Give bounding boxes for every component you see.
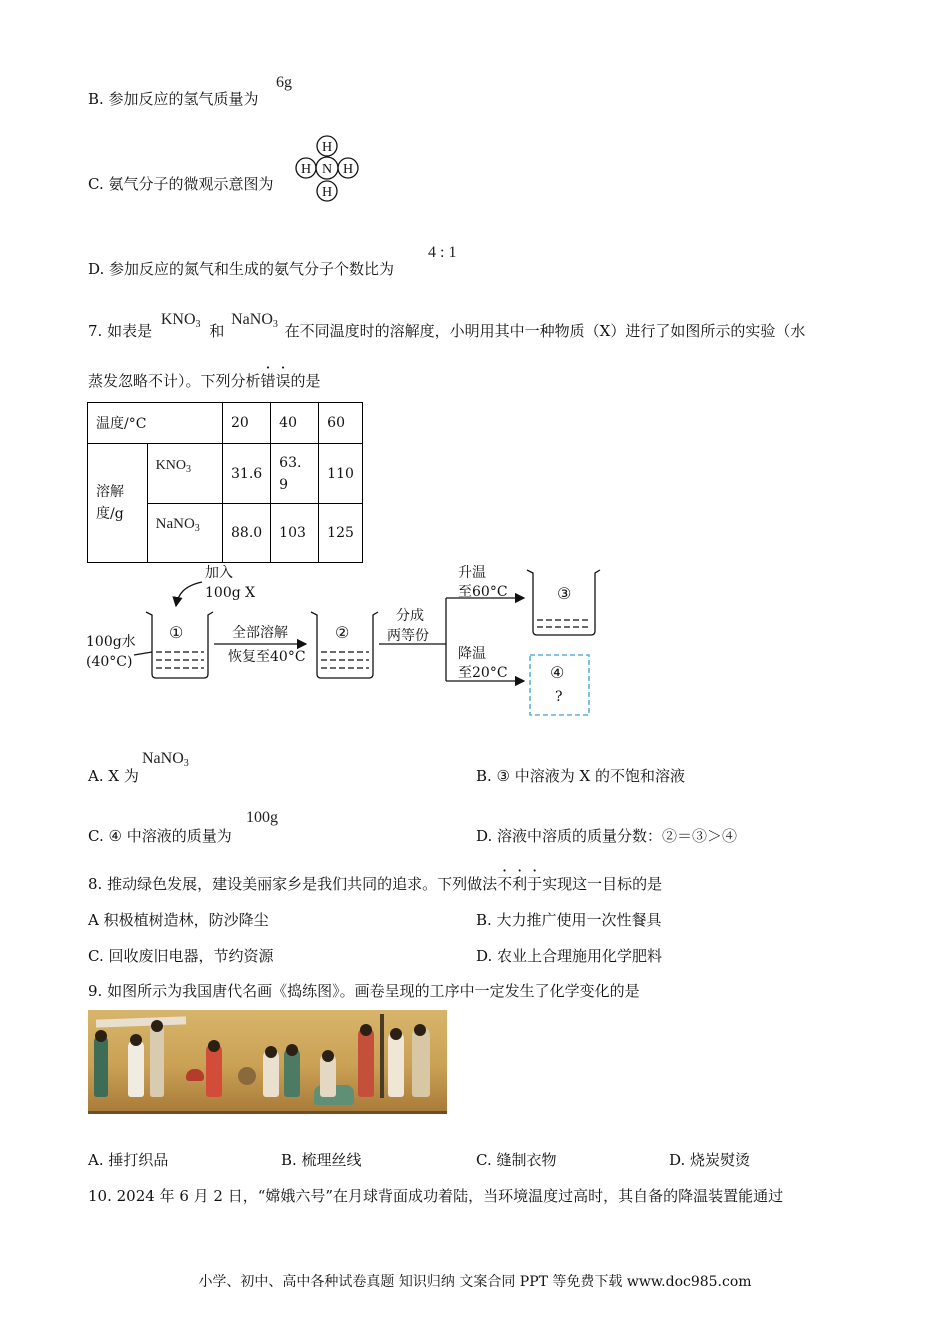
q7-option-c: C. ④ 中溶液的质量为	[88, 827, 232, 845]
q6-option-c: C. 氨气分子的微观示意图为	[88, 175, 274, 193]
q8-option-d: D. 农业上合理施用化学肥料	[476, 947, 663, 965]
atom-h-right-label: H	[342, 162, 354, 177]
table-row-kno3: $KNO_3$	[147, 444, 222, 504]
unknown-mark: ?	[555, 689, 563, 705]
figure-head	[95, 1030, 107, 1042]
pestle	[380, 1014, 384, 1098]
table-temp-60: 60	[319, 403, 363, 444]
q9-option-c: C. 缝制衣物	[476, 1151, 557, 1169]
table-solubility-label: 溶解 度/g	[88, 444, 148, 563]
q7-option-c-value: 100g	[246, 809, 278, 826]
q8-option-b: B. 大力推广使用一次性餐具	[476, 911, 662, 929]
q7-option-a-formula: NaNO$_3$	[142, 750, 189, 769]
label-heat: 升温	[458, 565, 486, 581]
table-temp-20: 20	[223, 403, 271, 444]
page-footer: 小学、初中、高中各种试卷真题 知识归纳 文案合同 PPT 等免费下载 www.doc985.com	[198, 1274, 752, 1290]
emphasis-char: 误	[275, 372, 291, 390]
emphasis-char: 错	[260, 372, 276, 390]
emphasis-char: 于	[527, 875, 543, 893]
label-add-amount: 100g X	[205, 585, 256, 601]
figure-head	[414, 1024, 426, 1036]
table-row-nano3: NaNO$_3$	[147, 504, 222, 563]
label-water-temp: (40°C)	[86, 654, 133, 670]
q8-stem: 8. 推动绿色发展，建设美丽家乡是我们共同的追求。下列做法不利于实现这一目标的是	[88, 875, 663, 893]
label-restore: 恢复至40°C	[228, 649, 306, 665]
figure	[128, 1039, 144, 1097]
q6-option-b: B. 参加反应的氢气质量为	[88, 90, 259, 108]
figure-head	[286, 1044, 298, 1056]
beaker-3-label: ③	[557, 584, 572, 603]
figure	[238, 1067, 256, 1085]
emphasis-char: 不	[497, 875, 513, 893]
label-split: 分成	[396, 608, 424, 624]
q8-option-c: C. 回收废旧电器，节约资源	[88, 947, 274, 965]
atom-n-label: N	[321, 162, 333, 177]
q7-option-d: D. 溶液中溶质的质量分数：②＝③＞④	[476, 827, 738, 845]
label-heat-temp: 至60°C	[458, 584, 508, 600]
table-cell: 103	[271, 504, 319, 563]
figure	[150, 1023, 164, 1097]
q7-stem-line1: 7. 如表是 $KNO_3$ 和 NaNO$_3$ 在不同温度时的溶解度，小明用其中一种物质（X）进行了如图所示的实验（水	[88, 311, 806, 340]
figure	[388, 1031, 404, 1097]
figure	[358, 1027, 374, 1097]
q9-option-d: D. 烧炭熨烫	[669, 1151, 751, 1169]
q9-option-b: B. 梳理丝线	[281, 1151, 362, 1169]
table-cell: 63.9	[271, 444, 319, 504]
atom-h-bottom-label: H	[321, 185, 333, 200]
figure	[412, 1027, 430, 1097]
table-cell: 110	[319, 444, 363, 504]
daolian-painting-image	[88, 1010, 447, 1114]
figure-head	[130, 1034, 142, 1046]
figure-head	[322, 1050, 334, 1062]
label-water: 100g水	[86, 634, 136, 650]
q9-option-a: A. 捶打织品	[88, 1151, 169, 1169]
figure-head	[208, 1040, 220, 1052]
figure-head	[390, 1028, 402, 1040]
table-cell: 31.6	[223, 444, 271, 504]
ammonia-molecule-diagram	[290, 133, 366, 205]
q7-option-a: A. X 为	[88, 767, 139, 785]
beaker-1	[134, 612, 213, 678]
beaker-4-label: ④	[550, 663, 565, 682]
q6-option-d: D. 参加反应的氮气和生成的氨气分子个数比为	[88, 260, 395, 278]
q6-option-d-value: 4 : 1	[428, 244, 457, 261]
figure-head	[360, 1024, 372, 1036]
table-cell: 125	[319, 504, 363, 563]
nano3-formula: NaNO$_3$	[231, 311, 278, 330]
label-cool-temp: 至20°C	[458, 665, 508, 681]
beaker-1-label: ①	[169, 623, 184, 642]
label-add: 加入	[205, 565, 233, 581]
beaker-2-label: ②	[335, 623, 350, 642]
figure-head	[151, 1020, 163, 1032]
q7-option-b: B. ③ 中溶液为 X 的不饱和溶液	[476, 767, 685, 785]
beaker-2	[311, 612, 378, 678]
add-arrow	[176, 582, 202, 606]
q9-stem: 9. 如图所示为我国唐代名画《捣练图》。画卷呈现的工序中一定发生了化学变化的是	[88, 982, 640, 1000]
figure	[94, 1035, 108, 1097]
silk-cloth	[96, 1016, 186, 1027]
experiment-diagram	[84, 560, 604, 725]
label-cool: 降温	[458, 646, 486, 662]
label-split-2: 两等份	[387, 628, 429, 644]
emphasis-char: 利	[512, 875, 528, 893]
kno3-formula: $KNO_3$	[160, 311, 201, 330]
q8-option-a: A 积极植树造林，防沙降尘	[88, 911, 269, 929]
table-cell: 88.0	[223, 504, 271, 563]
q7-stem-line2: 蒸发忽略不计）。下列分析错误的是	[88, 372, 321, 390]
figure	[186, 1069, 204, 1081]
table-header-temp: 温度/°C	[88, 403, 223, 444]
atom-h-top-label: H	[321, 140, 333, 155]
q6-option-b-value: 6g	[276, 74, 292, 91]
solubility-table	[87, 402, 363, 563]
figure-head	[265, 1046, 277, 1058]
table-temp-40: 40	[271, 403, 319, 444]
label-dissolve: 全部溶解	[232, 625, 288, 641]
q10-stem: 10. 2024 年 6 月 2 日，“嫦娥六号”在月球背面成功着陆，当环境温度过高时，其自备的降温装置能通过	[88, 1187, 784, 1205]
atom-h-left-label: H	[300, 162, 312, 177]
